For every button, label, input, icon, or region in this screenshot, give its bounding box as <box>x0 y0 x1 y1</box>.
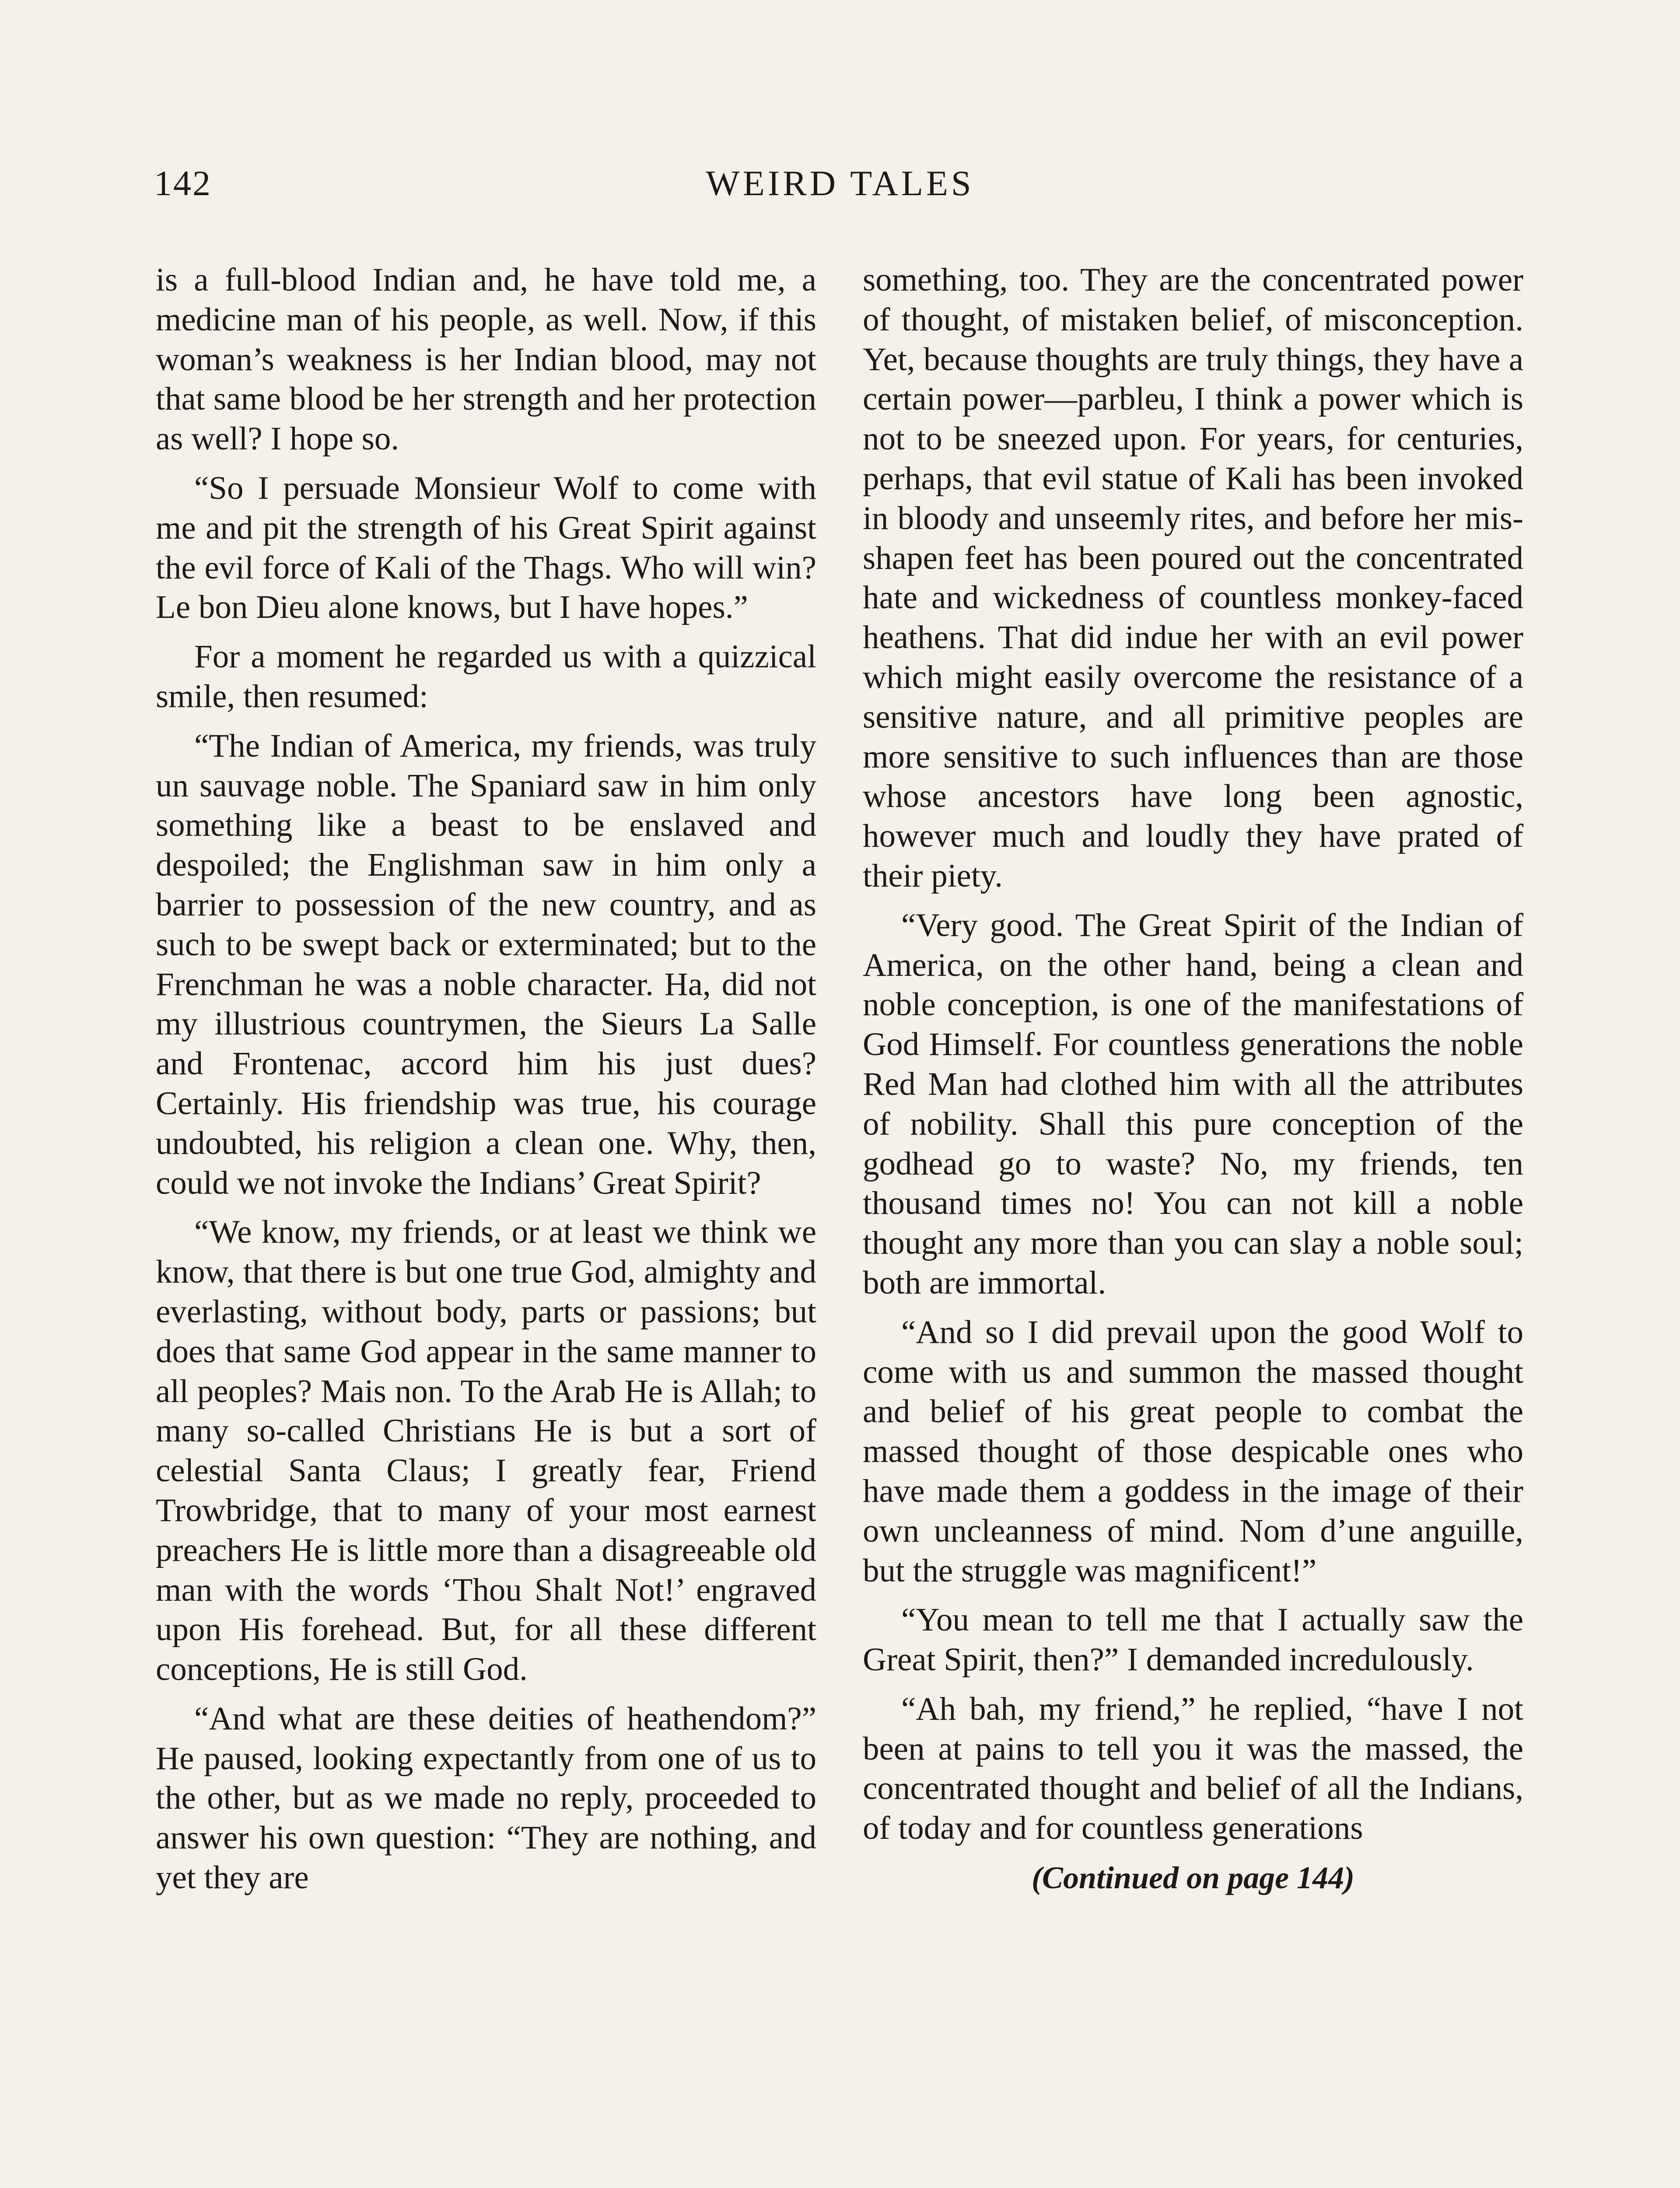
paragraph: “The Indian of America, my friends, was truly un sauvage noble. The Spaniard saw in him only something like a beast to be enslaved and despoiled; the Englishman saw in him only a barrier to possession of the new country, and as such to be swept back or exterminated; but to the Frenchman he was a noble character. Ha, did not my illustrious countrymen, the Sieurs La Salle and Frontenac, accord him his just dues? Certainly. His friendship was true, his courage undoubted, his religion a clean one. Why, then, could we not invoke the Indians’ Great Spirit? <box>156 727 816 1201</box>
paragraph: “We know, my friends, or at least we think we know, that there is but one true God, almighty and everlasting, without body, parts or passions; but does that same God appear in the same manner to all peoples? Mais non. To the Arab He is Allah; to many so-called Christians He is but a sort of celestial Santa Claus; I greatly fear, Friend Trowbridge, that to many of your most earnest preachers He is little more than a disagreeable old man with the words ‘Thou Shalt Not!’ engraved upon His forehead. But, for all these different conceptions, He is still God. <box>156 1214 816 1688</box>
continued-note: (Continued on page 144) <box>1031 1860 1355 1896</box>
page-header <box>154 163 1526 215</box>
paragraph: “And so I did prevail upon the good Wolf to come with us and summon the massed thought and belief of his great people to combat the massed thought of those despicable ones who have made them a goddess in the image of their own uncleanness of mind. Nom d’une anguille, but the struggle was magnificent!” <box>863 1314 1523 1589</box>
paragraph: For a moment he regarded us with a quizzical smile, then resumed: <box>156 638 816 715</box>
right-column <box>863 260 1523 1898</box>
paragraph: “Very good. The Great Spirit of the Indian of America, on the other hand, being a clean and noble conception, is one of the manifestations of God Himself. For countless generations the noble Red Man had clothed him with all the attributes of nobility. Shall this pure conception of the godhead go to waste? No, my friends, ten thousand times no! You can not kill a noble thought any more than you can slay a noble soul; both are immortal. <box>863 907 1523 1301</box>
page-number: 142 <box>154 163 212 203</box>
magazine-title: WEIRD TALES <box>706 163 974 203</box>
paragraph: something, too. They are the concentrated power of thought, of mistaken belief, of misconception. Yet, because thoughts are truly things, they have a certain power—parbleu, I think a power which is not to be sneezed upon. For years, for centuries, perhaps, that evil statue of Kali has been invoked in bloody and unseemly rites, and before her misshapen feet has been poured out the concentrated hate and wickedness of countless monkey-faced heathens. That did indue her with an evil power which might easily overcome the resistance of a sensitive nature, and all primitive peoples are more sensitive to such influences than are those whose ancestors have long been agnostic, however much and loudly they have prated of their piety. <box>863 262 1523 894</box>
paragraph: “Ah bah, my friend,” he replied, “have I not been at pains to tell you it was the massed, the concentrated thought and belief of all the Indians, of today and for countless generations <box>863 1690 1523 1847</box>
paragraph: “So I persuade Monsieur Wolf to come with me and pit the strength of his Great Spirit against the evil force of Kali of the Thags. Who will win? Le bon Dieu alone knows, but I have hopes.” <box>156 470 816 626</box>
paragraph: “And what are these deities of heathendom?” He paused, looking expectantly from one of us to the other, but as we made no reply, proceeded to answer his own question: “They are nothing, and yet they are <box>156 1700 816 1896</box>
paragraph: “You mean to tell me that I actually saw the Great Spirit, then?” I demanded incredulously. <box>863 1602 1523 1678</box>
left-column <box>156 260 816 1907</box>
paragraph: is a full-blood Indian and, he have told me, a medicine man of his people, as well. Now, if this woman’s weakness is her Indian blood, may not that same blood be her strength and her protection as well? I hope so. <box>156 262 816 457</box>
